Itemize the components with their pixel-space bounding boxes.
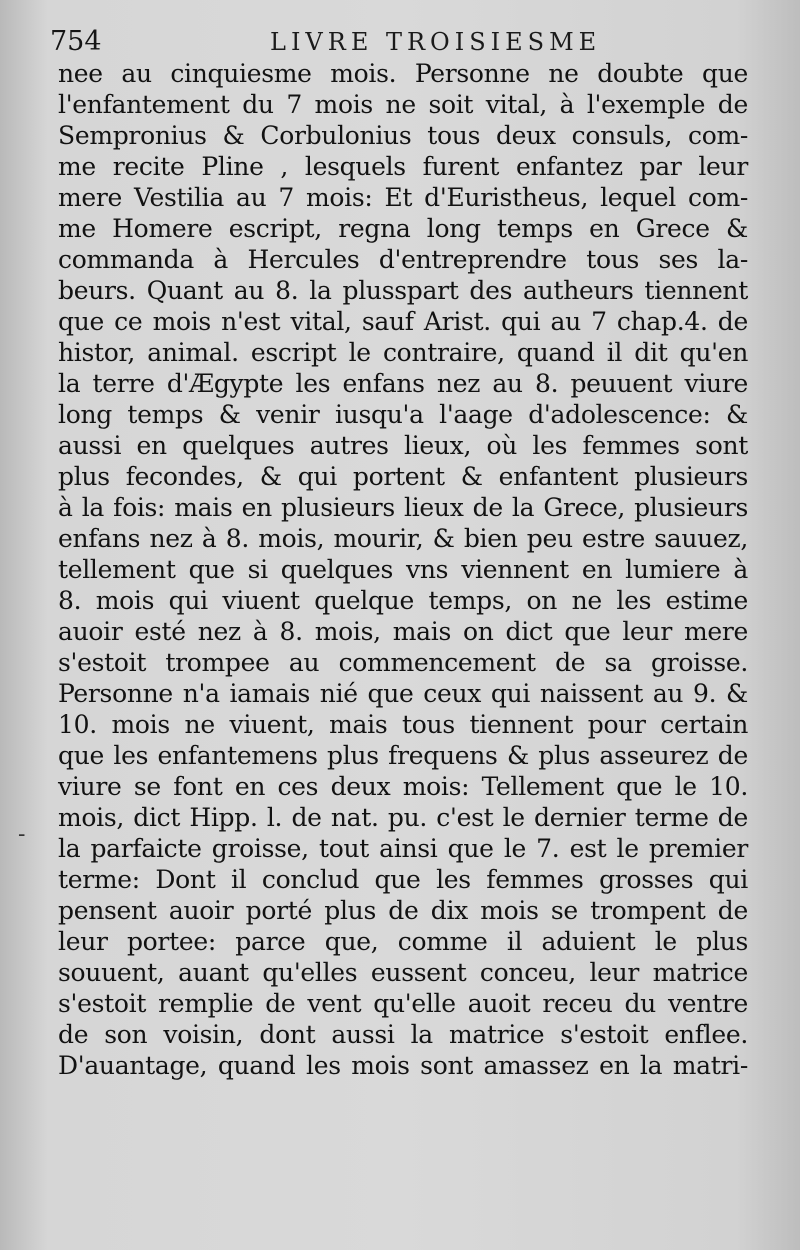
text-line: que les enfantemens plus frequens & plus asseurez de bbox=[58, 741, 748, 770]
text-line: beurs. Quant au 8. la plusspart des autheurs tiennent bbox=[58, 276, 748, 305]
body-text bbox=[58, 58, 748, 1081]
text-line: Sempronius & Corbulonius tous deux consuls, com- bbox=[58, 121, 748, 150]
text-line: terme: Dont il conclud que les femmes grosses qui bbox=[58, 865, 748, 894]
text-line: D'auantage, quand les mois sont amassez en la matri- bbox=[58, 1051, 748, 1080]
text-line: mois, dict Hipp. l. de nat. pu. c'est le dernier terme de bbox=[58, 803, 748, 832]
text-line: l'enfantement du 7 mois ne soit vital, à l'exemple de bbox=[58, 90, 748, 119]
text-line: s'estoit trompee au commencement de sa groisse. bbox=[58, 648, 748, 677]
text-line: 8. mois qui viuent quelque temps, on ne les estime bbox=[58, 586, 748, 615]
text-line: viure se font en ces deux mois: Tellement que le 10. bbox=[58, 772, 748, 801]
text-line: pensent auoir porté plus de dix mois se trompent de bbox=[58, 896, 748, 925]
text-line: la terre d'Ægypte les enfans nez au 8. peuuent viure bbox=[58, 369, 748, 398]
text-line: commanda à Hercules d'entreprendre tous ses la- bbox=[58, 245, 748, 274]
text-line: que ce mois n'est vital, sauf Arist. qui au 7 chap.4. de bbox=[58, 307, 748, 336]
text-line: Personne n'a iamais nié que ceux qui naissent au 9. & bbox=[58, 679, 748, 708]
text-line: me Homere escript, regna long temps en Grece & bbox=[58, 214, 748, 243]
margin-mark: - bbox=[18, 822, 26, 847]
text-line: plus fecondes, & qui portent & enfantent plusieurs bbox=[58, 462, 748, 491]
page-header bbox=[50, 22, 750, 62]
text-line: la parfaicte groisse, tout ainsi que le 7. est le premier bbox=[58, 834, 748, 863]
text-line: histor, animal. escript le contraire, quand il dit qu'en bbox=[58, 338, 748, 367]
text-line: à la fois: mais en plusieurs lieux de la Grece, plusieurs bbox=[58, 493, 748, 522]
text-line: aussi en quelques autres lieux, où les femmes sont bbox=[58, 431, 748, 460]
text-line: long temps & venir iusqu'a l'aage d'adolescence: & bbox=[58, 400, 748, 429]
page-number: 754 bbox=[50, 26, 102, 57]
text-line: 10. mois ne viuent, mais tous tiennent pour certain bbox=[58, 710, 748, 739]
text-line: me recite Pline , lesquels furent enfantez par leur bbox=[58, 152, 748, 181]
text-line: enfans nez à 8. mois, mourir, & bien peu estre sauuez, bbox=[58, 524, 748, 553]
text-line: tellement que si quelques vns viennent en lumiere à bbox=[58, 555, 748, 584]
running-title: LIVRE TROISIESME bbox=[270, 28, 602, 56]
text-line: mere Vestilia au 7 mois: Et d'Euristheus, lequel com- bbox=[58, 183, 748, 212]
text-line: leur portee: parce que, comme il aduient le plus bbox=[58, 927, 748, 956]
text-line: de son voisin, dont aussi la matrice s'estoit enflee. bbox=[58, 1020, 748, 1049]
text-line: s'estoit remplie de vent qu'elle auoit receu du ventre bbox=[58, 989, 748, 1018]
text-line: auoir esté nez à 8. mois, mais on dict que leur mere bbox=[58, 617, 748, 646]
text-line: souuent, auant qu'elles eussent conceu, leur matrice bbox=[58, 958, 748, 987]
text-line: nee au cinquiesme mois. Personne ne doubte que bbox=[58, 59, 748, 88]
